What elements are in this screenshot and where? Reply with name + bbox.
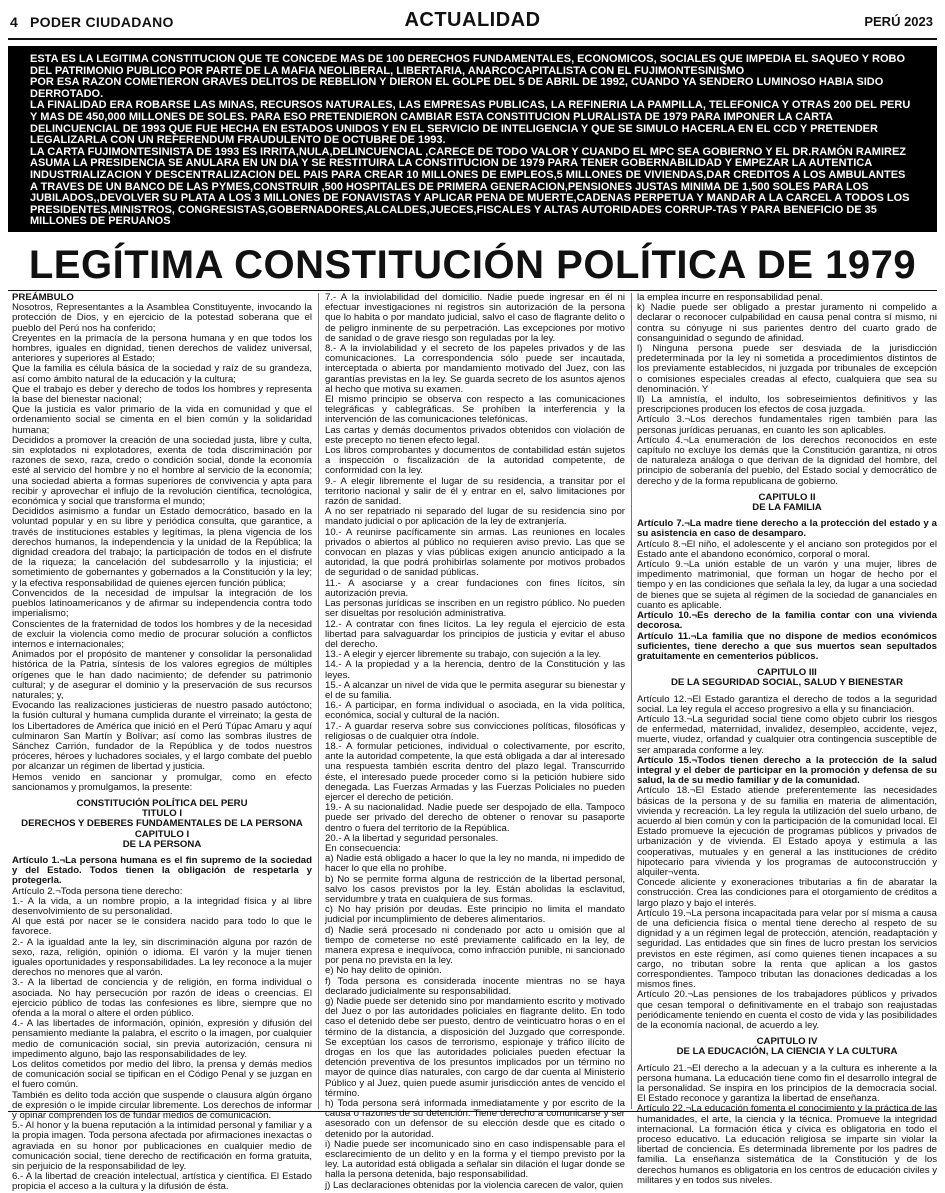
preamble-heading: PREÁMBULO [12, 292, 74, 303]
text-paragraph: Las personas jurídicas se inscriben en un registro público. No pueden ser disueltas por resolución administrativa. [325, 598, 625, 620]
text-paragraph: 13.- A elegir y ejercer libremente su trabajo, con sujeción a la ley. [325, 649, 602, 661]
banner-paragraph: POR ESA RAZON COMETIERON GRAVES DELITOS DE REBELION Y DIERON EL GOLPE DEL 5 DE ABRIL DE 1992, CUANDO YA SENDERO LUMINOSO HABIA SIDO DERROTADO. [30, 76, 884, 100]
text-paragraph: 20.- A la libertad y seguridad personales. [325, 832, 499, 844]
bottom-rule [8, 1111, 937, 1112]
text-paragraph: Creyentes en la primacía de la persona humana y en que todos los hombres, iguales en dignidad, tienen derechos de validez universal, anteriores y superiores al Estado; [12, 332, 312, 365]
text-paragraph: f) Toda persona es considerada inocente mientras no se haya declarado judicialmente su responsabilidad. [325, 975, 625, 997]
chapter-heading: CAPITULO IV [756, 1036, 818, 1048]
article-paragraph: Artículo 19.¬La persona incapacitada para velar por sí misma a causa de una deficiencia física o mental tiene derecho al respeto de su dignidad y a un régimen legal de protección, atención, readaptación y seguridad. Las entidades que sin fines de lucro prestan los servicios previstos en este régimen, así como quienes tienen incapaces a su cargo, no tributan sobre la renta que aplican a los gastos correspondientes. Tampoco tributan las donaciones dedicadas a los mismos fines. [637, 907, 937, 991]
text-paragraph: h) Toda persona será informada inmediatamente y por escrito de la causa o razones de su detención. Tiene derecho a comunicarse y ser asesorado con un defensor de su elección desde que es citado o detenido por la autoridad. [325, 1098, 625, 1140]
text-paragraph: 1.- A la vida, a un nombre propio, a la integridad física y al libre desenvolvimiento de su personalidad. [12, 895, 312, 917]
page-header [8, 6, 937, 38]
article-paragraph: Artículo 18.¬El Estado atiende preferentemente las necesidades básicas de la persona y de su familia en materia de alimentación, vivienda y recreación. La ley regula la utilización del suelo urbano, de acuerdo al bien común y con la participación de la comunidad local. El Estado promueve la ejecución de programas públicos y privados de urbanización y de vivienda. El Estado apoya y estimula a las cooperativas, mutuales y en general a las instituciones de crédito hipotecario para vivienda y los programas de autoconstrucción y alquiler¬venta. [637, 785, 937, 878]
text-paragraph: j) Las declaraciones obtenidas por la violencia carecen de valor, quien [325, 1179, 624, 1191]
article-paragraph: Artículo 10.¬Es derecho de la familia contar con una vivienda decorosa. [637, 610, 937, 632]
text-paragraph: Decididos a promover la creación de una sociedad justa, libre y culta, sin explotados ni explotadores, exenta de toda discriminación por razones de sexo, raza, credo o condición social, donde la economía esté al servicio del hombre y no el hombre al servicio de la economía; una sociedad abierta a formas superiores de convivencia y apta para recibir y aprovechar el influjo de la revolución científica, tecnológica, económica y social que transforma el mundo; [12, 434, 312, 508]
text-paragraph: c) No hay prisión por deudas. Este principio no limita el mandato judicial por incumplimiento de deberes alimentarios. [325, 904, 625, 926]
text-paragraph: la emplea incurre en responsabilidad penal. [637, 292, 823, 303]
text-paragraph: 5.- Al honor y la buena reputación a la intimidad personal y familiar y a la propia imagen. Toda persona afectada por afirmaciones inexactas o agraviada en su honor por publicaciones en cualquier medio de comunicación social, tiene derecho de rectificación en forma gratuita, sin perjuicio de la responsabilidad de ley. [12, 1120, 312, 1173]
text-paragraph: Que el trabajo es deber y derecho de todos los hombres y representa la base del bienestar nacional; [12, 383, 312, 406]
text-paragraph: Los libros comprobantes y documentos de contabilidad están sujetos a inspección o fiscalización de la autoridad competente, de conformidad con la ley. [325, 445, 625, 477]
text-paragraph: b) No se permite forma alguna de restricción de la libertad personal, salvo los casos previstos por la ley. Están abolidas la esclavitud, servidumbre y trata en cualquiera de sus formas. [325, 873, 625, 905]
title-name: DERECHOS Y DEBERES FUNDAMENTALES DE LA PERSONA [21, 818, 303, 830]
article-paragraph: Artículo 9.¬La unión estable de un varón y una mujer, libres de impedimento matrimonial, que forman un hogar de hecho por el tiempo y en las condiciones que señala la ley, da lugar a una sociedad de bienes que se sujeta al régimen de la sociedad de gananciales en cuanto es aplicable. [637, 559, 937, 611]
chapter-heading: CAPITULO III [757, 667, 817, 679]
article-paragraph: Artículo 12.¬El Estado garantiza el derecho de todos a la seguridad social. La ley regula el acceso progresivo a ella y su financiación. [637, 693, 937, 715]
text-paragraph: 9.- A elegir libremente el lugar de su residencia, a transitar por el territorio nacional y salir de él y entrar en el, salvo limitaciones por razón de sanidad. [325, 475, 625, 508]
text-paragraph: 17.- A guardar reserva sobre sus convicciones políticas, filosóficas y religiosas o de cualquier otra índole. [325, 720, 625, 742]
column-divider [318, 293, 319, 1109]
column-3 [637, 292, 937, 1186]
newspaper-name: PODER CIUDADANO [30, 14, 174, 30]
banner-box [8, 46, 937, 232]
text-paragraph: 6.- A la libertad de creación intelectual, artística y científica. El Estado propicia el acceso a la cultura y la difusión de ésta. [12, 1171, 312, 1193]
chapter-heading: CAPITULO I [134, 828, 190, 840]
text-paragraph: g) Nadie puede ser detenido sino por mandamiento escrito y motivado del Juez o por las autoridades policiales en flagrante delito. En todo caso el detenido debe ser puesto, dentro de veinticuatro horas o en el término de la distancia, a disposición del Juzgado que corresponde. Se exceptúan los casos de terrorismo, espionaje y tráfico ilícito de drogas en los que las autoridades policiales pueden efectuar la detención preventiva de los presuntos implicados por un término no mayor de quince días naturales, con cargo de dar cuenta al Ministerio Público y al Juez, quien puede asumir jurisdicción antes de vencido el término. [325, 996, 625, 1099]
text-paragraph: d) Nadie será procesado ni condenado por acto u omisión que al tiempo de cometerse no esté previamente calificado en la ley, de manera expresa e inequívoca, como infracción punible, ni sancionado por pena no prevista en la ley. [325, 924, 625, 967]
text-paragraph: 11.- A asociarse y a crear fundaciones con fines lícitos, sin autorización previa. [325, 577, 625, 599]
column-divider [631, 293, 632, 1109]
text-paragraph: 19.- A su nacionalidad. Nadie puede ser despojado de ella. Tampoco puede ser privado del derecho de obtener o renovar su pasaporte dentro o fuera del territorio de la República. [325, 802, 625, 834]
article-paragraph: Artículo 2.¬Toda persona tiene derecho: [12, 885, 183, 897]
text-paragraph: k) Nadie puede ser obligado a prestar juramento ni compelido a declarar o reconocer culpabilidad en causa penal contra sí mismo, ni contra su cónyuge ni sus parientes dentro del cuarto grado de consanguinidad o segundo de afinidad. [637, 302, 937, 344]
article-paragraph: Artículo 13.¬La seguridad social tiene como objeto cubrir los riesgos de enfermedad, maternidad, invalidez, desempleo, accidente, vejez, muerte, viudez, orfandad y cualquier otra contingencia susceptible de ser amparada conforme a ley. [637, 713, 937, 756]
text-paragraph: Decididos asimismo a fundar un Estado democrático, basado en la voluntad popular y en su libre y periódica consulta, que garantice, a través de instituciones estables y legítimas, la plena vigencia de los derechos humanos, la independencia y la unidad de la República; la dignidad creadora del trabajo; la participación de todos en el disfrute de la riqueza; la cancelación del subdesarrollo y la injusticia; el sometimiento de gobernantes y gobernados a la Constitución y la ley; y la efectiva responsabilidad de quienes ejercen función pública; [12, 506, 312, 589]
text-paragraph: También es delito toda acción que suspende o clausura algún órgano de expresión o le impide circular libremente. Los derechos de informar y opinar comprenden los de fundar medios de comunicación. [12, 1089, 312, 1122]
text-paragraph: a) Nadie está obligado a hacer lo que la ley no manda, ni impedido de hacer lo que ella no prohíbe. [325, 853, 625, 875]
text-paragraph: 18.- A formular peticiones, individual o colectivamente, por escrito, ante la autoridad competente, la que está obligada a dar al interesado una respuesta también escrita dentro del plazo legal. Transcurrido éste, el interesado puede proceder como si la petición hubiere sido denegada. Las Fuerzas Armadas y las Fuerzas Policiales no pueden ejercer el derecho de petición. [325, 740, 625, 803]
text-paragraph: 7.- A la inviolabilidad del domicilio. Nadie puede ingresar en él ni efectuar investigaciones ni registros sin autorización de la persona que lo habita o por mandato judicial, salvo el caso de flagrante delito o de peligro inminente de su perpetración. Las excepciones por motivo de sanidad o de grave riesgo son reguladas por la ley. [325, 292, 625, 344]
text-paragraph: Que la justicia es valor primario de la vida en comunidad y que el ordenamiento social se cimenta en el bien común y la solidaridad humana; [12, 404, 312, 436]
text-paragraph: Artículo 3.¬Los derechos fundamentales rigen también para las personas jurídicas peruanas, en cuanto les son aplicables. [637, 414, 937, 436]
column-1 [12, 292, 312, 1193]
article-paragraph: Artículo 22.¬La educación fomenta el conocimiento y la práctica de las humanidades, el arte, la ciencia y la técnica. Promueve la integridad internacional. La formación ética y cívica es obligatoria en todo el proceso educativo. La educación religiosa se imparte sin violar la libertad de conciencia. Es determinada libremente por los padres de familia. La enseñanza sistemática de la Constitución y de los derechos humanos es obligatoria en los centros de educación civiles y militares y en todos sus niveles. [637, 1103, 937, 1186]
text-paragraph: 14.- A la propiedad y a la herencia, dentro de la Constitución y las leyes. [325, 659, 625, 681]
chapter-name: DE LA EDUCACIÓN, LA CIENCIA Y LA CULTURA [676, 1046, 898, 1058]
article-paragraph: Artículo 8.¬El niño, el adolescente y el anciano son protegidos por el Estado ante el abandono económico, corporal o moral. [637, 538, 937, 560]
text-paragraph: Los delitos cometidos por medio del libro, la prensa y demás medios de comunicación social se tipifican en el Código Penal y se juzgan en el fuero común. [12, 1059, 312, 1091]
title-rule [8, 290, 937, 291]
text-paragraph: ll) La amnistía, el indulto, los sobreseimientos definitivos y las prescripciones producen los efectos de cosa juzgada. [637, 394, 937, 416]
column-2 [325, 292, 625, 1191]
text-paragraph: Artículo 4.¬La enumeración de los derechos reconocidos en este capítulo no excluye los demás que la Constitución garantiza, ni otros de naturaleza análoga o que derivan de la dignidad del hombre, del principio de soberanía del pueblo, del Estado social y democrático de derecho y de la forma republicana de gobierno. [637, 434, 937, 487]
text-paragraph: Conscientes de la fraternidad de todos los hombres y de la necesidad de excluir la violencia como medio de procurar solución a conflictos internos e internacionales; [12, 618, 312, 650]
chapter-name: DE LA FAMILIA [752, 502, 822, 514]
text-paragraph: Las cartas y demás documentos privados obtenidos con violación de este precepto no tienen efecto legal. [325, 424, 625, 446]
chapter-name: DE LA SEGURIDAD SOCIAL, SALUD Y BIENESTAR [670, 677, 904, 689]
banner-paragraph: LA FINALIDAD ERA ROBARSE LAS MINAS, RECURSOS NATURALES, LAS EMPRESAS PUBLICAS, LA REFINERIA LA PAMPILLA, TELEFONICA Y OTRAS 200 DEL PERU Y MAS DE 450,000 MILLONES DE SOLES. PARA ESO PRETENDIERON CAMBIAR ESTA CONSTITUCION PLURALISTA DE 1979 PARA IMPONER LA CARTA DELINCUENCIAL DE 1993 QUE FUE HECHA EN ESTADOS UNIDOS Y EN EL SERVICIO DE INTELIGENCIA Y QUE SE SIMULO HACERLA EN EL CCD Y PRETENDER LEGALIZARLA CON UN REFERENDUM FRAUDULENTO DE OCTUBRE DE 1993. [30, 99, 911, 147]
text-paragraph: l) Ninguna persona puede ser desviada de la jurisdicción predeterminada por la ley ni sometida a procedimientos distintos de los previamente establecidos, ni juzgada por tribunales de excepción o comisiones especiales creadas al efecto, cualquiera que sea su denominación. Y [637, 343, 937, 395]
country-year: PERÚ 2023 [864, 14, 933, 29]
text-paragraph: Convencidos de la necesidad de impulsar la integración de los pueblos latinoamericanos y de afirmar su independencia contra todo imperialismo; [12, 587, 312, 620]
text-paragraph: 2.- A la igualdad ante la ley, sin discriminación alguna por razón de sexo, raza, religión, opinión o idioma. El varón y la mujer tienen iguales oportunidades y responsabilidades. La ley reconoce a la mujer derechos no menores que al varón. [12, 936, 312, 979]
article-paragraph: Artículo 7.¬La madre tiene derecho a la protección del estado y a su asistencia en caso de desamparo. [637, 518, 937, 540]
constitution-heading: CONSTITUCIÓN POLÍTICA DEL PERU [76, 797, 248, 809]
text-paragraph: 4.- A las libertades de información, opinión, expresión y difusión del pensamiento mediante la palabra, el escrito o la imagen, por cualquier medio de comunicación social, sin previa autorización, censura ni impedimento alguno, bajo las responsabilidades de ley. [12, 1018, 312, 1060]
text-paragraph: Que la familia es célula básica de la sociedad y raíz de su grandeza, así como ámbito natural de la educación y la cultura; [12, 363, 312, 385]
text-paragraph: 10.- A reunirse pacíficamente sin armas. Las reuniones en locales privados o abiertos al público no requieren aviso previo. Las que se convocan en plazas y vías públicas exigen anuncio anticipado a la autoridad, la que podrá prohibirlas solamente por motivos probados de seguridad o de sanidad públicas. [325, 526, 625, 579]
article-paragraph: Artículo 1.¬La persona humana es el fin supremo de la sociedad y del Estado. Todos tienen la obligación de respetarla y protegerla. [12, 854, 312, 887]
article-paragraph: Artículo 11.¬La familia que no dispone de medios económicos suficientes, tiene derecho a que sus muertos sean sepultados gratuitamente en cementerios públicos. [637, 630, 937, 662]
text-paragraph: i) Nadie puede ser incomunicado sino en caso indispensable para el esclarecimiento de un delito y en la forma y el tiempo previsto por la ley. La autoridad está obligada a señalar sin dilación el lugar donde se halla la persona detenida, bajo responsabilidad. [325, 1138, 625, 1181]
title-heading: TITULO I [142, 808, 182, 820]
text-paragraph: En consecuencia: [325, 842, 401, 854]
text-paragraph: El mismo principio se observa con respecto a las comunicaciones telegráficas y cablegráficas. Se prohíben la interferencia y la intervención de las comunicaciones telefónicas. [325, 394, 625, 426]
text-paragraph: Evocando las realizaciones justicieras de nuestro pasado autóctono; la fusión cultural y humana cumplida durante el virreinato; la gesta de los Libertadores de América que inició en el Perú Túpac Amaru y aquí culminaron San Martín y Bolívar; así como las sombras ilustres de Sánchez Carrión, fundador de la República y de todos nuestros próceres, héroes y luchadores sociales, y el largo combate del pueblo por alcanzar un régimen de libertad y justicia. [12, 700, 312, 773]
text-paragraph: 8.- A la inviolabilidad y el secreto de los papeles privados y de las comunicaciones. La correspondencia sólo puede ser incautada, interceptada o abierta por mandamiento motivado del Juez, con las garantías previstas en la ley. Se guarda secreto de los asuntos ajenos al hecho que motiva su examen. [325, 343, 625, 395]
text-paragraph: Al que está por nacer se le considera nacido para todo lo que le favorece. [12, 916, 312, 938]
article-paragraph: Artículo 21.¬El derecho a la adecuan y a la cultura es inherente a la persona humana. La educación tiene como fin el desarrollo integral de la personalidad. Se inspira en los principios de la democracia social. El Estado reconoce y garantiza la libertad de enseñanza. [637, 1062, 937, 1105]
page-number: 4 [10, 14, 18, 30]
text-paragraph: e) No hay delito de opinión. [325, 965, 442, 977]
article-paragraph: Artículo 20.¬Las pensiones de los trabajadores públicos y privados que cesan temporal o definitivamente en el trabajo son reajustadas periódicamente teniendo en cuenta el costo de vida y las posibilidades de la economía nacional, de acuerdo a ley. [637, 989, 937, 1032]
banner-paragraph: ESTA ES LA LEGITIMA CONSTITUCION QUE TE CONCEDE MAS DE 100 DERECHOS FUNDAMENTALES, ECONOMICOS, SOCIALES QUE IMPEDIA EL SAQUEO Y ROBO DEL PATRIMONIO PUBLICO POR PARTE DE LA MAFIA NEOLIBERAL, LIBERTARIA, ANARCOCAPITALISTA CON EL FUJIMONTESINISMO [30, 53, 905, 77]
banner-paragraph: LA CARTA FUJIMONTESINISTA DE 1993 ES IRRITA,NULA,DELINCUENCIAL ,CARECE DE TODO VALOR Y CUANDO EL MPC SEA GOBIERNO Y EL DR.RAMÓN RAMIREZ ASUMA LA PRESIDENCIA SE ANULARA EN UN DIA Y SE RESTITUIRA LA CONSTITUCION DE 1979 PARA TENER GOBERNABILIDAD Y EMPEZAR LA AUTENTICA INDUSTRIALIZACION Y DESCENTRALIZACION DEL PAIS PARA CREAR 10 MILLONES DE EMPLEOS,5 MILLONES DE VIVIENDAS,DAR CREDITOS A LOS AMBULANTES A TRAVES DE UN BANCO DE LAS PYMES,CONSTRUIR ,500 HOSPITALES DE PRIMERA GENERACION,PENSIONES JUSTAS MINIMA DE 1,500 SOLES PARA LOS JUBILADOS,,DEVOLVER SU PLATA A LOS 3 MILLONES DE FONAVISTAS Y APLICAR PENA DE MUERTE,CADENAS PERPETUA Y MANDAR A LA CARCEL A TODOS LOS PRESIDENTES,MINISTROS, CONGRESISTAS,GOBERNADORES,ALCALDES,JUECES,FISCALES Y ALTAS AUTORIDADES CORRUP-TAS Y PARA BENEFICIO DE 35 MILLONES DE PERUANOS [30, 145, 910, 228]
text-paragraph: A no ser repatriado ni separado del lugar de su residencia sino por mandato judicial o por aplicación de la ley de extranjería. [325, 506, 625, 528]
header-rule [8, 38, 937, 40]
section-title: ACTUALIDAD [404, 9, 541, 31]
text-paragraph: 16.- A participar, en forma individual o asociada, en la vida política, económica, social y cultural de la nación. [325, 700, 625, 722]
article-paragraph: Concede aliciente y exoneraciones tributarias a fin de abaratar la construcción. Crea las condiciones para el otorgamiento de créditos a largo plazo y bajo el interés. [637, 877, 937, 909]
text-paragraph: 3.- A la libertad de conciencia y de religión, en forma individual o asociada. No hay persecución por razón de ideas o creencias. El ejercicio público de todas las confesiones es libre, siempre que no ofenda a la moral o altere el orden público. [12, 977, 312, 1020]
chapter-name: DE LA PERSONA [122, 838, 202, 850]
text-paragraph: 15.- A alcanzar un nivel de vida que le permita asegurar su bienestar y el de su familia. [325, 679, 625, 701]
text-paragraph: Hemos venido en sancionar y promulgar, como en efecto sancionamos y promulgamos, la presente: [12, 771, 312, 793]
text-paragraph: Animados por el propósito de mantener y consolidar la personalidad histórica de la Patria, síntesis de los valores egregios de múltiples orígenes que le han dado nacimiento; de defender su patrimonio cultural; y de asegurar el dominio y la preservación de sus recursos naturales; y, [12, 649, 312, 701]
chapter-heading: CAPITULO II [758, 491, 816, 503]
text-paragraph: Nosotros, Representantes a la Asamblea Constituyente, invocando la protección de Dios, y en ejercicio de la potestad soberana que el pueblo del Perú nos ha conferido; [12, 302, 312, 334]
article-paragraph: Artículo 15.¬Todos tienen derecho a la protección de la salud integral y el deber de participar en la promoción y defensa de su salud, la de su medio familiar y de la comunidad. [637, 754, 937, 787]
text-paragraph: 12.- A contratar con fines lícitos. La ley regula el ejercicio de esta libertad para salvaguardar los principios de justicia y evitar el abuso del derecho. [325, 618, 625, 650]
main-title: LEGÍTIMA CONSTITUCIÓN POLÍTICA DE 1979 [28, 243, 917, 287]
